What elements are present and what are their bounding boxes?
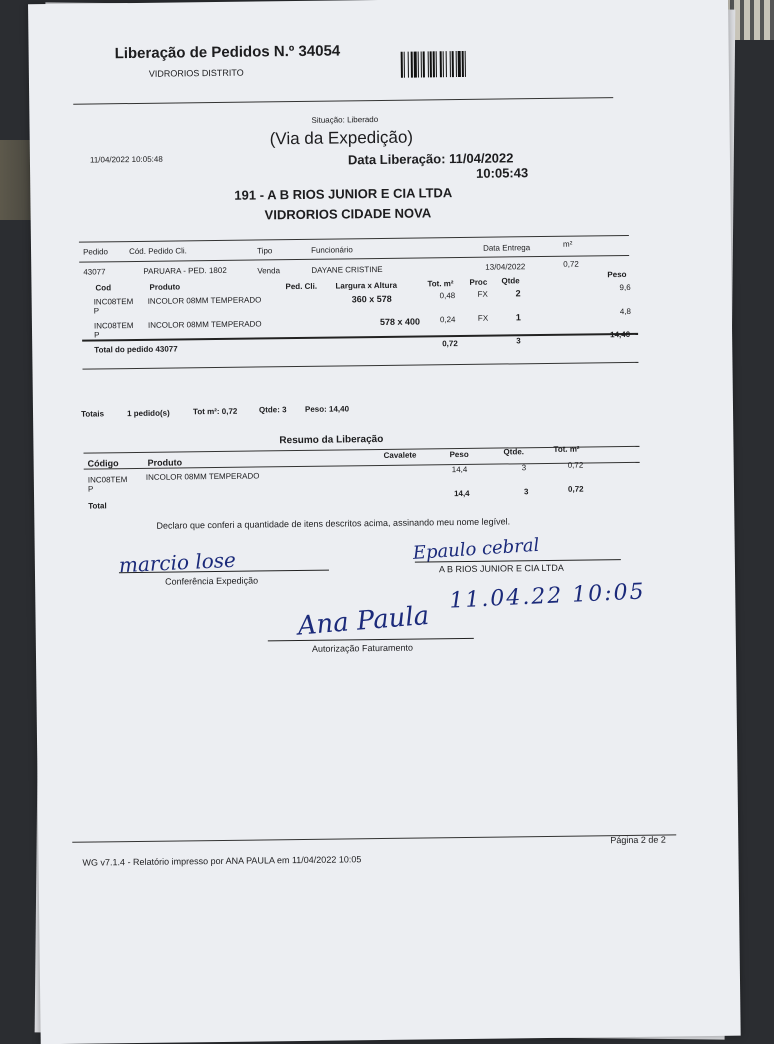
- item-2-altura: 400: [404, 316, 421, 327]
- order-header-divider: [79, 255, 629, 263]
- resumo-total-qtde: 3: [523, 487, 529, 497]
- item-1-produto: INCOLOR 08MM TEMPERADO: [147, 295, 262, 306]
- header-divider: [73, 97, 613, 105]
- items-col-largura-altura: Largura x Altura: [335, 280, 398, 291]
- totais-qtde: Qtde: 3: [258, 405, 287, 415]
- col-funcionario: Funcionário: [310, 245, 353, 255]
- item-2-cod-suffix: P: [94, 330, 100, 340]
- totais-pedidos: 1 pedido(s): [126, 408, 170, 419]
- item-2-qtde: 1: [515, 312, 521, 323]
- order-total-qtde: 3: [516, 336, 521, 346]
- client-signature-label: A B RIOS JUNIOR E CIA LTDA: [438, 562, 564, 575]
- col-tipo: Tipo: [257, 246, 273, 256]
- order-bottom-divider: [82, 362, 638, 370]
- printed-by: WG v7.1.4 - Relatório impresso por ANA PAULA em 11/04/2022 10:05: [82, 854, 362, 868]
- item-2-peso: 4,8: [619, 306, 632, 317]
- col-pedido: Pedido: [83, 247, 109, 257]
- resumo-col-codigo: Código: [87, 458, 119, 469]
- page-number: Página 2 de 2: [610, 834, 666, 846]
- order-tipo: Venda: [257, 266, 281, 276]
- conferencia-label: Conferência Expedição: [165, 575, 259, 587]
- item-2-dimensions: 578 x 400: [379, 316, 421, 328]
- document-sheet: [28, 0, 741, 1044]
- item-1-altura: 578: [376, 293, 392, 305]
- order-total-peso: 14,40: [610, 329, 631, 340]
- col-m2: m²: [562, 239, 573, 249]
- col-data-entrega: Data Entrega: [482, 243, 531, 253]
- data-liberacao: Data Liberação: 11/04/2022: [347, 150, 514, 168]
- resumo-col-peso: Peso: [449, 449, 469, 460]
- company-name: VIDRORIOS DISTRITO: [148, 67, 244, 79]
- autorizacao-label: Autorização Faturamento: [311, 642, 414, 654]
- items-total-divider: [82, 333, 638, 342]
- hora-liberacao: 10:05:43: [476, 165, 529, 181]
- resumo-row-codigo: INC08TEM: [87, 475, 128, 485]
- item-1-tot-m2: 0,48: [439, 291, 456, 301]
- resumo-total-tot-m2: 0,72: [567, 484, 584, 494]
- autorizacao-signature: Ana Paula: [296, 600, 431, 642]
- item-2-tot-m2: 0,24: [439, 315, 456, 325]
- order-funcionario: DAYANE CRISTINE: [311, 264, 383, 275]
- items-col-produto: Produto: [149, 282, 181, 292]
- items-col-qtde: Qtde: [501, 276, 520, 286]
- item-1-proc: FX: [477, 289, 488, 299]
- items-col-peso: Peso: [607, 269, 627, 280]
- item-1-dimensions: 360 x 578: [351, 293, 392, 305]
- order-data-entrega: 13/04/2022: [485, 262, 526, 272]
- items-col-ped-cli: Ped. Cli.: [285, 281, 318, 292]
- item-1-cod-suffix: P: [93, 306, 100, 316]
- resumo-col-tot-m2: Tot. m²: [553, 444, 580, 454]
- handwritten-date: 11.04.22 10:05: [448, 579, 647, 614]
- resumo-row-qtde: 3: [521, 463, 527, 473]
- order-top-divider: [79, 235, 629, 243]
- resumo-col-produto: Produto: [147, 457, 183, 468]
- resumo-row-produto: INCOLOR 08MM TEMPERADO: [145, 471, 260, 482]
- item-2-produto: INCOLOR 08MM TEMPERADO: [147, 319, 262, 330]
- resumo-row-tot-m2: 0,72: [567, 460, 584, 470]
- totais-peso: Peso: 14,40: [304, 404, 350, 414]
- resumo-title: Resumo da Liberação: [279, 433, 384, 447]
- item-2-proc: FX: [477, 313, 489, 323]
- order-pedido: 43077: [83, 267, 106, 277]
- item-2-cod: INC08TEM: [93, 321, 134, 331]
- totais-label: Totais: [80, 409, 105, 419]
- col-cod-pedido-cli: Cód. Pedido Cli.: [128, 246, 187, 257]
- resumo-total-label: Total: [88, 501, 107, 511]
- via-label: (Via da Expedição): [269, 127, 414, 149]
- print-time: 11/04/2022 10:05:48: [89, 154, 163, 165]
- item-2-largura: 578: [379, 316, 396, 328]
- client-signature: Epaulo cebral: [412, 534, 540, 564]
- item-1-largura: 360: [351, 294, 367, 305]
- order-total-label: Total do pedido 43077: [94, 344, 178, 355]
- client-city: VIDRORIOS CIDADE NOVA: [264, 205, 432, 223]
- barcode: [401, 51, 468, 78]
- resumo-total-peso: 14,4: [453, 488, 470, 499]
- item-1-peso: 9,6: [619, 282, 631, 293]
- order-cod-pedido-cli: PARUARA - PED. 1802: [143, 265, 227, 276]
- client-name: 191 - A B RIOS JUNIOR E CIA LTDA: [234, 185, 453, 203]
- document-title: Liberação de Pedidos N.º 34054: [114, 42, 341, 63]
- item-1-cod: INC08TEM: [93, 297, 134, 307]
- totais-tot-m2: Tot m²: 0,72: [192, 406, 238, 417]
- resumo-col-cavalete: Cavalete: [383, 450, 417, 460]
- items-col-cod: Cod: [95, 283, 112, 293]
- resumo-row-peso: 14,4: [451, 464, 468, 475]
- items-col-tot-m2: Tot. m²: [427, 279, 454, 289]
- order-total-m2: 0,72: [442, 339, 458, 349]
- footer-divider: [72, 834, 676, 842]
- items-col-proc: Proc: [469, 277, 488, 287]
- conferencia-signature: marcio lose: [118, 547, 237, 578]
- resumo-row-codigo-suffix: P: [87, 484, 94, 494]
- resumo-col-qtde: Qtde.: [503, 447, 525, 457]
- situacao: Situação: Liberado: [311, 115, 379, 125]
- order-m2: 0,72: [563, 259, 579, 269]
- item-1-qtde: 2: [515, 288, 521, 299]
- declaration-text: Declaro que conferi a quantidade de itens descritos acima, assinando meu nome legível.: [156, 516, 511, 531]
